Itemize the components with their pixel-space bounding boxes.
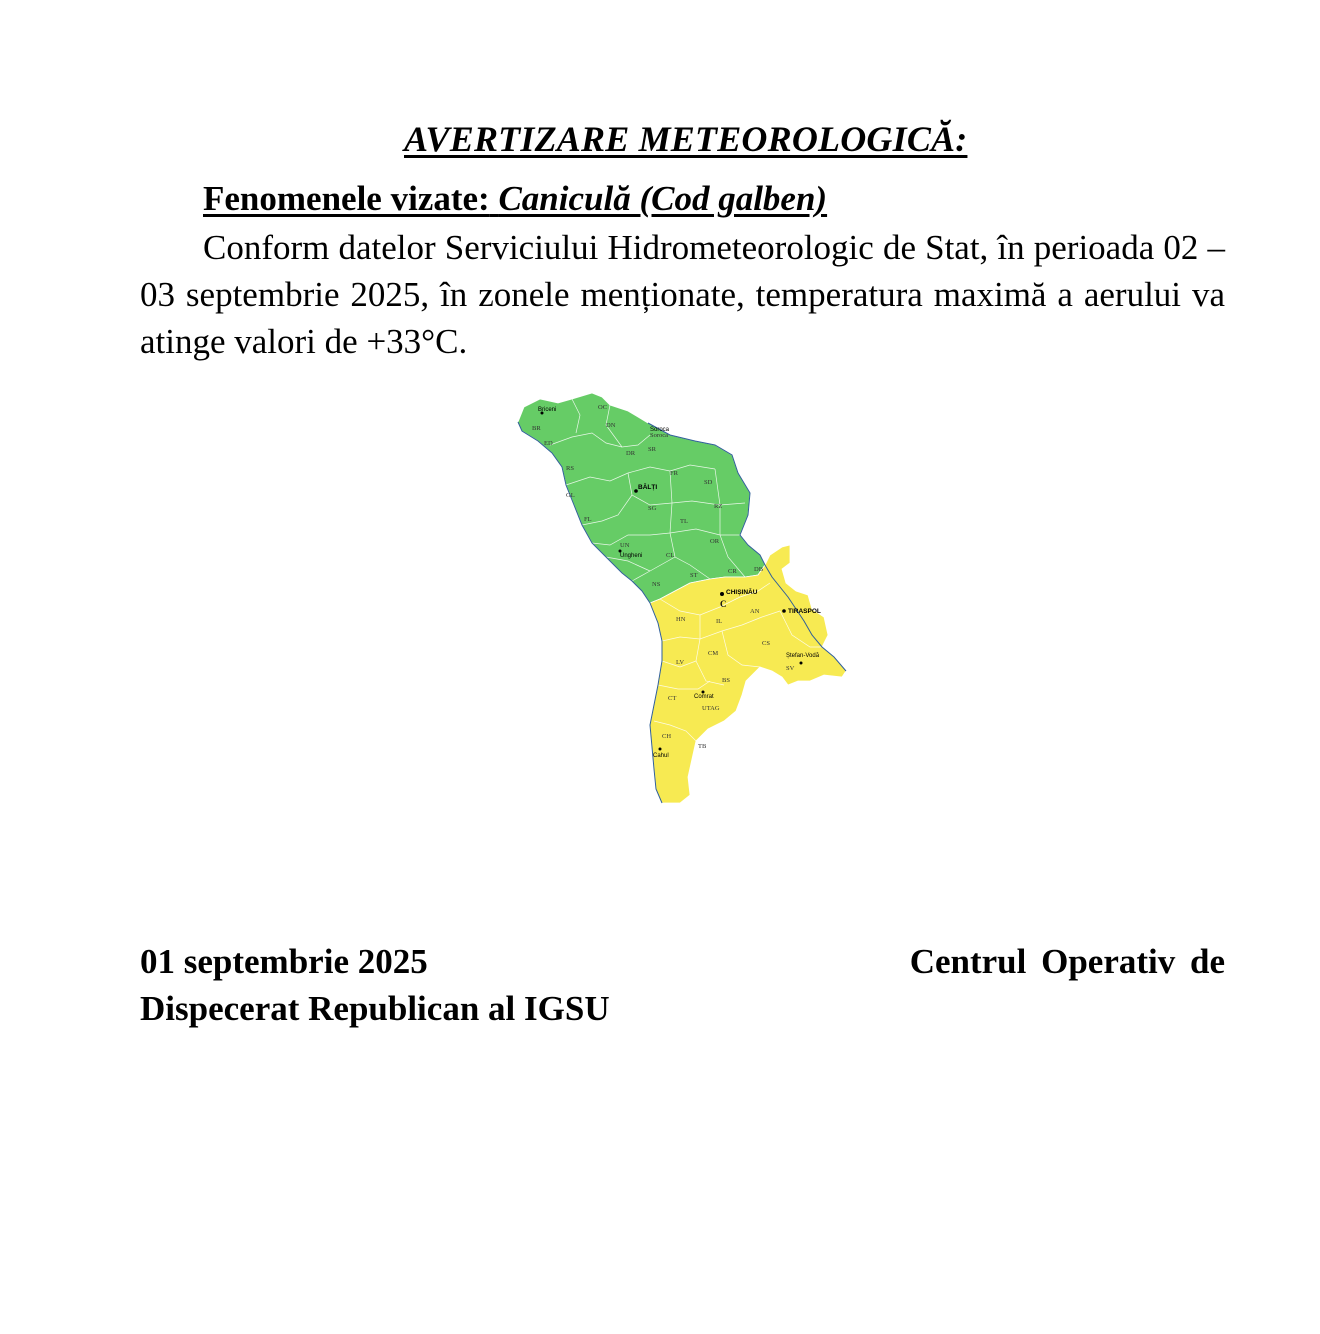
district-label: CS: [762, 640, 770, 647]
district-label: UN: [620, 542, 630, 549]
signature-org-line1: Centrul Operativ de: [909, 942, 1225, 981]
phenomena-value: Caniculă (Cod galben): [498, 179, 828, 218]
district-label: CM: [708, 650, 719, 657]
district-label: BR: [532, 425, 541, 432]
city-label: Ștefan-Vodă: [786, 653, 820, 659]
city-label: Cahul: [653, 753, 669, 759]
district-label: CR: [728, 568, 737, 575]
district-label: RS: [566, 465, 574, 472]
district-label: BS: [722, 677, 730, 684]
district-label: LV: [676, 659, 685, 666]
district-label: TB: [698, 743, 707, 750]
district-label: SV: [786, 665, 795, 672]
district-label: C: [720, 599, 727, 609]
district-label: ST: [690, 572, 698, 579]
city-label: Soroca: [650, 427, 670, 433]
district-label: FR: [670, 470, 678, 477]
district-label: AN: [750, 608, 760, 615]
district-label: NS: [652, 581, 661, 588]
city-label: Ungheni: [620, 553, 643, 559]
district-label: IL: [716, 618, 723, 625]
signature-org-line2: Dispecerat Republican al IGSU: [140, 989, 610, 1028]
district-label: DN: [606, 422, 616, 429]
district-label: OR: [710, 538, 720, 545]
district-label: RZ: [714, 503, 723, 510]
district-label: TL: [680, 518, 688, 525]
phenomena-line: [203, 179, 827, 219]
district-label: OC: [598, 404, 608, 411]
city-label: TIRASPOL: [788, 608, 821, 615]
district-label: FL: [584, 516, 592, 523]
city-label: CHIȘINĂU: [726, 589, 758, 596]
phenomena-label: Fenomenele vizate:: [203, 179, 490, 218]
warning-body: Conform datelor Serviciului Hidrometeorologic de Stat, în perioada 02 – 03 septembrie 2025, în zonele menționate, temperatura maximă a aerului va atinge valori de +33°C.: [140, 228, 1225, 361]
district-label: CH: [662, 733, 672, 740]
moldova-warning-map: [510, 385, 855, 820]
district-label: Soroca: [650, 432, 669, 439]
district-label: UTAG: [702, 705, 720, 712]
city-label: Comrat: [694, 694, 714, 700]
district-label: SG: [648, 505, 657, 512]
document-title: AVERTIZARE METEOROLOGICĂ:: [404, 119, 968, 159]
district-label: HN: [676, 616, 686, 623]
district-label: DB: [754, 566, 764, 573]
signature-date: 01 septembrie 2025: [140, 942, 428, 981]
signature-block: [140, 938, 1225, 1032]
district-label: DR: [626, 450, 636, 457]
district-label: SD: [704, 479, 713, 486]
city-label: Briceni: [538, 407, 557, 413]
district-label: CT: [668, 695, 677, 702]
district-label: SR: [648, 446, 656, 453]
district-label: GL: [566, 492, 575, 499]
district-label: CL: [666, 552, 675, 559]
city-label: BĂLȚI: [638, 484, 658, 491]
district-label: ED: [544, 440, 553, 447]
